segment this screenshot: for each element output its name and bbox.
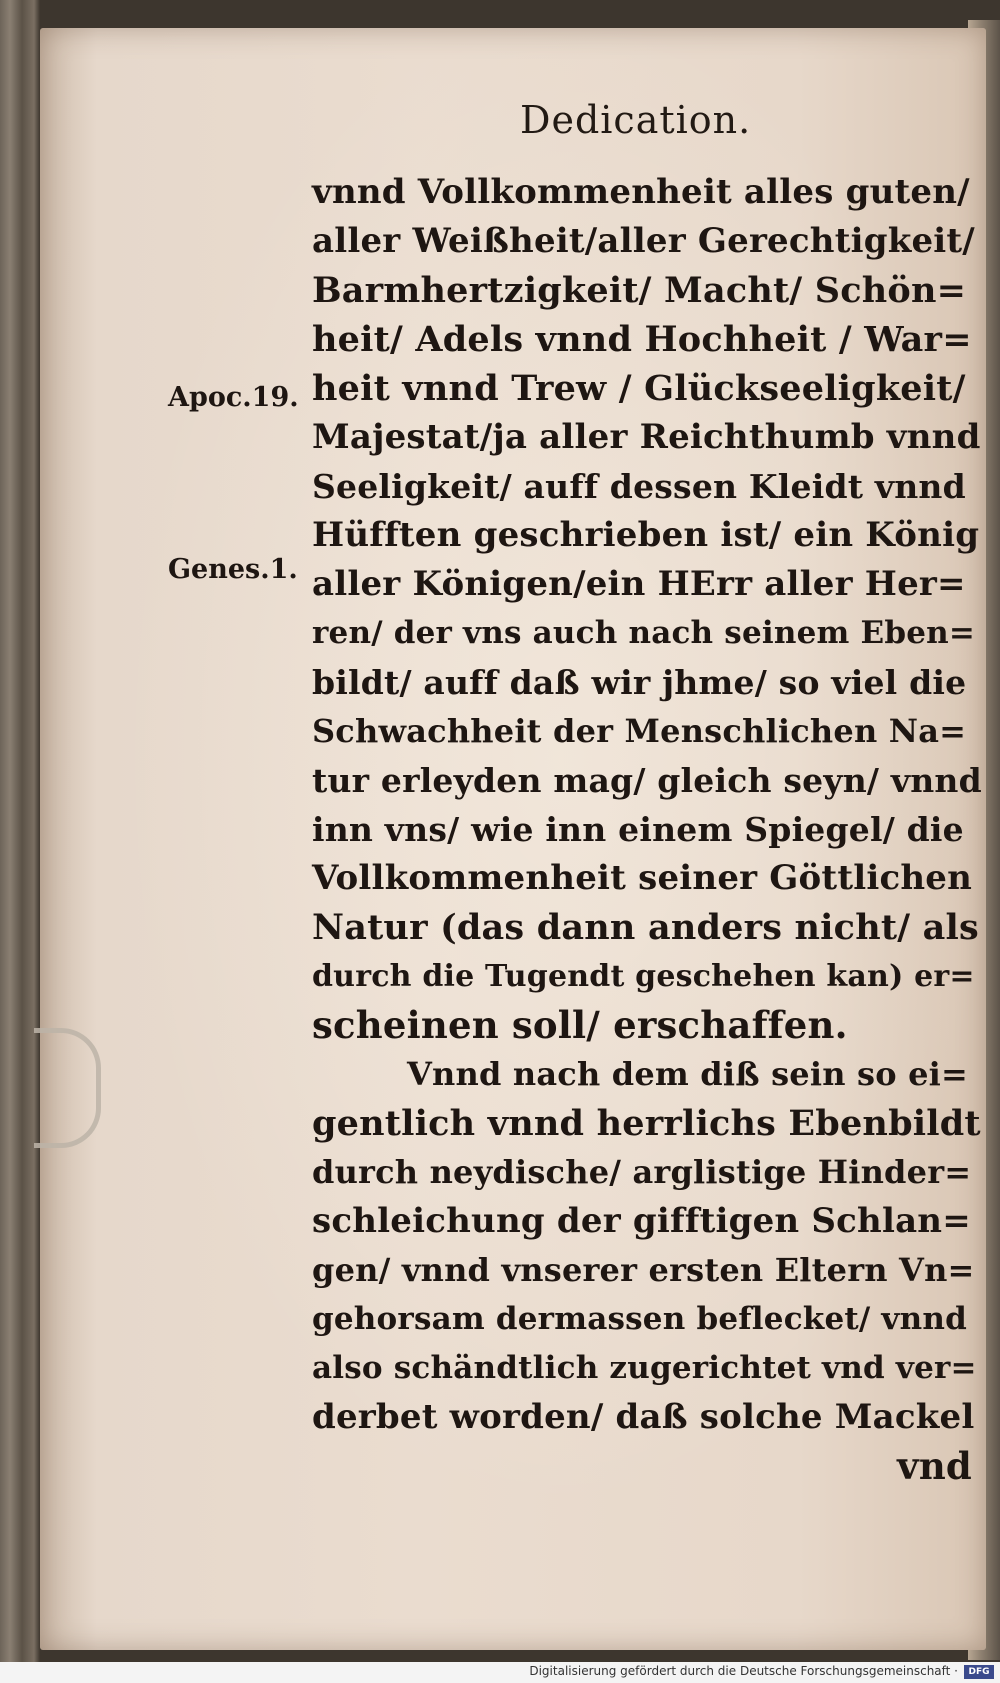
- text-line-paragraph-start: Vnnd nach dem diß sein so ei=: [407, 1055, 969, 1093]
- text-line: bildt/ auff daß wir jhme/ so viel die: [312, 663, 967, 702]
- text-line: heit/ Adels vnnd Hochheit / War=: [312, 319, 972, 360]
- running-header: Dedication.: [520, 98, 752, 142]
- text-line: Hüfften geschrieben ist/ ein König: [312, 515, 980, 555]
- book-clasp: [34, 1028, 101, 1148]
- text-line: gentlich vnnd herrlichs Ebenbildt: [312, 1103, 981, 1144]
- text-line: Seeligkeit/ auff dessen Kleidt vnnd: [312, 467, 966, 506]
- text-line: scheinen soll/ erschaffen.: [312, 1003, 848, 1047]
- text-line: heit vnnd Trew / Glückseeligkeit/: [312, 368, 966, 409]
- text-line: schleichung der gifftigen Schlan=: [312, 1201, 971, 1241]
- text-line: ren/ der vns auch nach seinem Eben=: [312, 615, 976, 651]
- margin-note-apoc: Apoc.19.: [168, 382, 299, 413]
- catchword: vnd: [897, 1444, 972, 1488]
- book-page: [40, 28, 986, 1650]
- text-line: gehorsam dermassen beflecket/ vnnd: [312, 1301, 967, 1337]
- text-line: Majestat/ja aller Reichthumb vnnd: [312, 417, 981, 457]
- text-line: Vollkommenheit seiner Göttlichen: [312, 858, 973, 898]
- funding-credit: Digitalisierung gefördert durch die Deutsche Forschungsgemeinschaft ·: [529, 1664, 958, 1678]
- text-line: derbet worden/ daß solche Mackel: [312, 1397, 975, 1437]
- text-line: gen/ vnnd vnserer ersten Eltern Vn=: [312, 1251, 975, 1289]
- text-line: durch die Tugendt geschehen kan) er=: [312, 959, 975, 994]
- dfg-logo: DFG: [964, 1665, 994, 1679]
- digitization-footer: [0, 1662, 1000, 1683]
- text-line: Natur (das dann anders nicht/ als: [312, 907, 979, 948]
- text-line: inn vns/ wie inn einem Spiegel/ die: [312, 810, 964, 849]
- text-line: Barmhertzigkeit/ Macht/ Schön=: [312, 270, 967, 311]
- text-line: aller Königen/ein HErr aller Her=: [312, 564, 966, 604]
- text-line: also schändtlich zugerichtet vnd ver=: [312, 1350, 977, 1386]
- text-line: aller Weißheit/aller Gerechtigkeit/: [312, 221, 975, 261]
- body-text: [312, 168, 980, 1491]
- text-line: vnnd Vollkommenheit alles guten/: [312, 172, 970, 212]
- margin-note-genes: Genes.1.: [168, 554, 298, 585]
- text-line: tur erleyden mag/ gleich seyn/ vnnd: [312, 761, 982, 800]
- text-line: Schwachheit der Menschlichen Na=: [312, 712, 967, 750]
- text-line: durch neydische/ arglistige Hinder=: [312, 1153, 972, 1191]
